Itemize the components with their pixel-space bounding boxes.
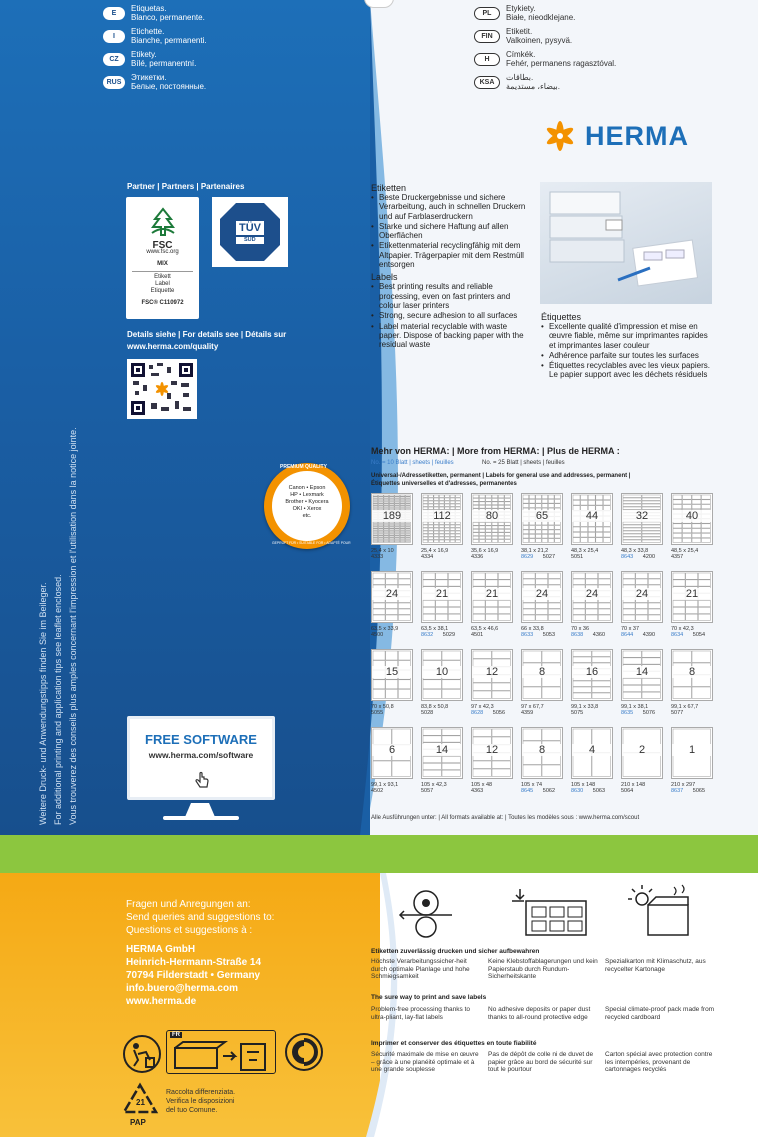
free-software-monitor[interactable]	[127, 716, 275, 800]
product-thumb[interactable]	[471, 571, 513, 623]
product-size: 63,5 x 46,6	[471, 626, 499, 632]
more-title: Mehr von HERMA: | More from HERMA: | Plus de HERMA :	[371, 446, 620, 456]
tidyman-icon	[122, 1034, 162, 1074]
lang-line1: Etiketit.	[506, 27, 533, 36]
badge-brand: Canon • Epson	[288, 485, 326, 491]
product-caption	[521, 626, 571, 638]
label-count: 24	[572, 588, 612, 600]
lang-code: I	[103, 30, 125, 43]
product-size: 66 x 33,8	[521, 626, 544, 632]
legend-25: No. = 25 Blatt | sheets | feuilles	[482, 460, 565, 466]
lang-code: PL	[474, 7, 500, 20]
hand-pointer-icon	[194, 771, 212, 791]
product-number[interactable]: 5053	[541, 632, 556, 638]
lang-code: RUS	[103, 76, 125, 89]
lang-line1: Этикетки.	[131, 73, 167, 82]
product-number[interactable]: 4360	[591, 632, 606, 638]
lang-row	[474, 73, 616, 91]
en-item: • Strong, secure adhesion to all surfaces	[371, 311, 531, 320]
product-caption	[371, 626, 421, 638]
product-size: 83,8 x 50,8	[421, 704, 449, 710]
product-number[interactable]: 8629	[521, 554, 534, 560]
product-number[interactable]: 5077	[671, 710, 684, 716]
product-size: 35,6 x 16,9	[471, 548, 499, 554]
product-caption	[621, 548, 671, 560]
product-thumb[interactable]	[421, 493, 463, 545]
label-count: 21	[672, 588, 712, 600]
product-size: 25,4 x 16,9	[421, 548, 449, 554]
label-count: 10	[422, 666, 462, 678]
label-count: 14	[422, 744, 462, 756]
recycle-it1: Raccolta differenziata.	[166, 1089, 236, 1096]
product-number[interactable]: 5076	[641, 710, 656, 716]
triman-fr: FR	[172, 1032, 180, 1038]
software-url[interactable]: www.herma.com/software	[148, 750, 254, 760]
product-size: 70 x 42,3	[671, 626, 694, 632]
edge-protection-icon	[510, 887, 590, 939]
lang-line1: Címkék.	[506, 50, 536, 59]
product-size: 99,1 x 38,1	[621, 704, 649, 710]
product-caption	[571, 782, 621, 794]
recycle-number: 21	[136, 1098, 145, 1107]
label-count: 24	[522, 588, 562, 600]
lang-line2: Bílé, permanentní.	[131, 59, 197, 68]
recycle-it2: Verifica le disposizioni	[166, 1098, 235, 1105]
label-count: 21	[472, 588, 512, 600]
details-url[interactable]: www.herma.com/quality	[127, 342, 219, 351]
tuv-name: TÜV	[239, 222, 261, 234]
lang-row	[474, 4, 616, 22]
fsc-mix: MIX	[157, 261, 168, 267]
text-de	[371, 183, 531, 350]
product-number[interactable]: 4357	[671, 554, 684, 560]
tuv-logo	[212, 197, 288, 267]
fsc-l3: Etiquette	[150, 288, 175, 294]
fsc-site: www.fsc.org	[146, 249, 179, 255]
details-line: Details siehe | For details see | Détails sur	[127, 330, 287, 339]
product-thumb[interactable]	[621, 571, 663, 623]
label-count: 2	[622, 744, 662, 756]
product-size: 38,1 x 21,2	[521, 548, 549, 554]
fsc-l2: Label	[155, 281, 170, 287]
product-size: 105 x 42,3	[421, 782, 447, 788]
contact-web[interactable]: www.herma.de	[126, 996, 197, 1007]
fr-item: • Adhérence parfaite sur toutes les surfaces	[541, 351, 711, 360]
product-number[interactable]: 5054	[691, 632, 706, 638]
product-thumb[interactable]	[371, 571, 413, 623]
formats-available[interactable]: Alle Ausführungen unter: | All formats available at: | Toutes les modèles sous : www.herma.com/scout	[371, 815, 640, 821]
sure-en-title: The sure way to print and save labels	[371, 994, 487, 1001]
lang-code: CZ	[103, 53, 125, 66]
lang-code: H	[474, 53, 500, 66]
recycle-it	[166, 1088, 235, 1115]
product-thumb[interactable]	[371, 649, 413, 701]
contact-q3: Questions et suggestions à :	[126, 925, 253, 936]
lang-code: FIN	[474, 30, 500, 43]
qr-code[interactable]	[127, 359, 197, 419]
product-caption	[371, 782, 421, 794]
product-size: 105 x 148	[571, 782, 596, 788]
product-thumb[interactable]	[621, 649, 663, 701]
sure-de-2: Keine Klebstoffablagerungen und kein Papierstaub durch Rundum-Sicherheitskante	[488, 958, 598, 980]
lang-row	[103, 4, 207, 22]
product-thumb[interactable]	[621, 727, 663, 779]
product-caption	[521, 782, 571, 794]
label-count: 12	[472, 666, 512, 678]
product-caption	[471, 626, 521, 638]
lang-line1: بطاقات.	[506, 73, 534, 82]
lang-row	[103, 50, 207, 68]
label-count: 32	[622, 510, 662, 522]
product-caption	[621, 626, 671, 638]
lang-line1: Etikety.	[131, 50, 157, 59]
product-caption	[521, 704, 571, 716]
label-count: 1	[672, 744, 712, 756]
product-caption	[471, 704, 521, 716]
product-number[interactable]: 8643	[621, 554, 634, 560]
product-number[interactable]: 4501	[471, 632, 484, 638]
monitor-base	[163, 816, 239, 820]
product-size: 210 x 297	[671, 782, 696, 788]
partner-title: Partner | Partners | Partenaires	[127, 182, 245, 191]
product-thumb[interactable]	[571, 649, 613, 701]
product-caption	[521, 548, 571, 560]
en-item: • Best printing results and reliable processing, even on fast printers and colour laser printers	[371, 282, 531, 310]
product-caption	[621, 704, 671, 716]
triman-sorting-icon	[173, 1040, 273, 1072]
product-number[interactable]: 4200	[641, 554, 656, 560]
lang-line1: Etiquetas.	[131, 4, 167, 13]
leaflet-tip-en: For additional printing and application tips see leaflet enclosed.	[53, 574, 63, 825]
product-size: 63,5 x 33,9	[371, 626, 399, 632]
badge-brand: etc.	[302, 513, 312, 519]
label-count: 65	[522, 510, 562, 522]
product-caption	[471, 782, 521, 794]
badge-inner	[272, 471, 342, 541]
qr-icon	[131, 363, 193, 415]
product-number[interactable]: 4363	[471, 788, 484, 794]
product-thumb[interactable]	[621, 493, 663, 545]
sure-fr-title: Imprimer et conserver des étiquettes en toute fiabilité	[371, 1040, 537, 1047]
sure-de-1: Höchste Verarbeitungssicher-heit durch optimale Planlage und hohe Schmiegsamkeit	[371, 958, 470, 980]
product-number[interactable]: 8638	[571, 632, 584, 638]
product-size: 70 x 36	[571, 626, 590, 632]
contact-email[interactable]: info.buero@herma.com	[126, 983, 238, 994]
product-caption	[621, 782, 671, 794]
label-count: 12	[472, 744, 512, 756]
product-number[interactable]: 8630	[571, 788, 584, 794]
product-thumb[interactable]	[671, 727, 713, 779]
product-caption	[371, 704, 421, 716]
product-thumb[interactable]	[521, 571, 563, 623]
contact-block	[126, 898, 274, 1008]
sure-fr-1: Sécurité maximale de mise en œuvre – grâce à une planéité optimale et à une grande souplesse	[371, 1051, 479, 1073]
product-number[interactable]: 5027	[541, 554, 556, 560]
printer-trays-image	[540, 182, 712, 304]
sure-en-3: Special climate-proof pack made from recycled cardboard	[605, 1006, 715, 1021]
product-number[interactable]: 5065	[691, 788, 706, 794]
contact-q1: Fragen und Anregungen an:	[126, 899, 251, 910]
product-number[interactable]: 5062	[541, 788, 556, 794]
green-band	[0, 835, 758, 873]
product-number[interactable]: 4502	[371, 788, 384, 794]
product-size: 48,3 x 33,8	[621, 548, 649, 554]
product-size: 99,1 x 93,1	[371, 782, 399, 788]
product-thumb[interactable]	[671, 571, 713, 623]
product-number[interactable]: 4500	[371, 632, 384, 638]
product-number[interactable]: 4334	[421, 554, 434, 560]
label-count: 4	[572, 744, 612, 756]
product-number[interactable]: 5063	[591, 788, 606, 794]
de-item: • Etikettenmaterial recyclingfähig mit dem Altpapier. Trägerpapier mit dem Restmüll entsorgen	[371, 241, 531, 269]
de-list	[371, 193, 531, 269]
fsc-logo	[126, 197, 199, 319]
product-number[interactable]: 4390	[641, 632, 656, 638]
product-thumb[interactable]	[471, 493, 513, 545]
green-dot-icon	[284, 1032, 324, 1072]
label-count: 112	[422, 510, 462, 522]
leaflet-tip-de: Weitere Druck- und Anwendungstipps finden Sie im Beileger.	[38, 582, 48, 825]
product-number[interactable]: 8633	[521, 632, 534, 638]
product-caption	[671, 782, 721, 794]
product-number[interactable]: 8645	[521, 788, 534, 794]
product-thumb[interactable]	[571, 493, 613, 545]
herma-star-icon	[543, 119, 577, 153]
fsc-name: FSC	[152, 240, 173, 251]
product-caption	[471, 548, 521, 560]
fr-item: • Excellente qualité d'impression et mise en œuvre fiable, même sur imprimantes rapides et imprimantes laser couleur	[541, 322, 711, 350]
sure-fr-2: Pas de dépôt de colle ni de duvet de papier grâce au bord de sécurité sur tout le pourtour	[488, 1051, 594, 1073]
brand-name: HERMA	[585, 120, 689, 151]
text-fr	[541, 312, 711, 381]
label-count: 21	[422, 588, 462, 600]
leaflet-tip-fr: Vous trouverez des conseils plus amples concernant l'impression et l'utilisation dans la notice jointe.	[68, 427, 78, 825]
tuv-sub: SÜD	[244, 237, 256, 243]
product-thumb[interactable]	[571, 571, 613, 623]
product-thumb[interactable]	[521, 727, 563, 779]
premium-quality-badge	[264, 463, 350, 549]
lang-line2: Белые, постоянные.	[131, 82, 207, 91]
product-number[interactable]: 8634	[671, 632, 684, 638]
product-number[interactable]: 4336	[471, 554, 484, 560]
product-caption	[571, 548, 621, 560]
herma-logo[interactable]	[543, 119, 689, 153]
product-thumb[interactable]	[421, 649, 463, 701]
climate-box-icon	[626, 883, 696, 939]
product-thumb[interactable]	[671, 493, 713, 545]
de-item: • Beste Druckergebnisse und sichere Verarbeitung, auch in schnellen Druckern und auf Farblaserdruckern	[371, 193, 531, 221]
badge-brand: Brother • Kyocera	[285, 499, 329, 505]
label-count: 189	[372, 510, 412, 522]
product-thumb[interactable]	[571, 727, 613, 779]
product-size: 25,4 x 10	[371, 548, 394, 554]
product-size: 70 x 37	[621, 626, 640, 632]
product-number[interactable]: 5028	[421, 710, 434, 716]
product-number[interactable]: 8644	[621, 632, 634, 638]
label-count: 8	[672, 666, 712, 678]
product-thumb[interactable]	[421, 727, 463, 779]
label-count: 14	[622, 666, 662, 678]
contact-street: Heinrich-Hermann-Straße 14	[126, 957, 262, 968]
en-item: • Label material recyclable with waste paper. Dispose of backing paper with the residual waste	[371, 322, 531, 350]
en-list	[371, 282, 531, 349]
product-caption	[671, 626, 721, 638]
product-number[interactable]: 5029	[441, 632, 456, 638]
sure-de-title: Etiketten zuverlässig drucken und sicher aufbewahren	[371, 948, 540, 955]
lang-code: KSA	[474, 76, 500, 89]
lang-line2: بيضاء، مستديمة.	[506, 82, 560, 91]
sure-fr-3: Carton spécial avec protection contre les intempéries, provenant de cartonnages recyclés	[605, 1051, 713, 1073]
product-number[interactable]: 5075	[571, 710, 584, 716]
fr-title: Étiquettes	[541, 312, 582, 322]
lang-line1: Etichette.	[131, 27, 165, 36]
lang-line2: Białe, nieodklejane.	[506, 13, 576, 22]
more-sub1: Universal-/Adressetiketten, permanent | Labels for general use and addresses, permanent |	[371, 473, 631, 479]
lang-line2: Fehér, permanens ragasztóval.	[506, 59, 617, 68]
product-size: 48,5 x 25,4	[671, 548, 699, 554]
contact-q2: Send queries and suggestions to:	[126, 912, 275, 923]
product-number[interactable]: 5064	[621, 788, 634, 794]
contact-city: 70794 Filderstadt • Germany	[126, 970, 261, 981]
lang-row	[103, 27, 207, 45]
triman-box	[166, 1030, 276, 1074]
product-thumb[interactable]	[371, 493, 413, 545]
product-caption	[421, 782, 471, 794]
language-list-right	[474, 4, 616, 91]
badge-title: PREMIUM QUALITY	[280, 464, 327, 470]
product-size: 63,5 x 38,1	[421, 626, 449, 632]
product-size: 99,1 x 67,7	[671, 704, 699, 710]
lang-line1: Etykiety.	[506, 4, 536, 13]
lang-code: E	[103, 7, 125, 20]
product-caption	[671, 704, 721, 716]
product-caption	[371, 548, 421, 560]
product-number[interactable]: 4359	[521, 710, 534, 716]
label-count: 24	[372, 588, 412, 600]
product-thumb[interactable]	[521, 493, 563, 545]
more-sub2: Étiquettes universelles et d'adresses, permanentes	[371, 481, 517, 487]
product-thumb[interactable]	[471, 727, 513, 779]
product-thumb[interactable]	[371, 727, 413, 779]
language-list-left	[103, 4, 207, 91]
product-caption	[421, 548, 471, 560]
lang-line2: Blanco, permanente.	[131, 13, 205, 22]
product-caption	[571, 704, 621, 716]
product-caption	[571, 626, 621, 638]
product-size: 70 x 50,8	[371, 704, 394, 710]
sure-en-1: Problem-free processing thanks to ultra-pliant, lay-flat labels	[371, 1006, 470, 1021]
product-thumb[interactable]	[671, 649, 713, 701]
badge-ring: GEPRÜFT FÜR • SUITABLE FOR • ADAPTÉ POUR	[272, 541, 351, 545]
contact-company: HERMA GmbH	[126, 944, 196, 955]
lang-row	[474, 50, 616, 68]
product-number[interactable]: 8635	[621, 710, 634, 716]
product-photo	[540, 182, 712, 304]
product-caption	[421, 626, 471, 638]
product-number[interactable]: 5056	[491, 710, 506, 716]
en-title: Labels	[371, 272, 398, 283]
product-number[interactable]: 5055	[371, 710, 384, 716]
product-number[interactable]: 8637	[671, 788, 684, 794]
label-count: 24	[622, 588, 662, 600]
badge-brand: HP • Lexmark	[290, 492, 324, 498]
label-count: 6	[372, 744, 412, 756]
product-thumb[interactable]	[521, 649, 563, 701]
fsc-code: FSC® C110972	[141, 300, 184, 306]
de-item: • Starke und sichere Haftung auf allen Oberflächen	[371, 222, 531, 241]
product-size: 48,3 x 25,4	[571, 548, 599, 554]
product-size: 97 x 67,7	[521, 704, 544, 710]
product-number[interactable]: 5057	[421, 788, 434, 794]
product-size: 97 x 42,3	[471, 704, 494, 710]
product-number[interactable]: 5051	[571, 554, 584, 560]
fsc-l1: Etikett	[132, 271, 193, 281]
badge-brand: OKI • Xerox	[292, 506, 322, 512]
label-count: 80	[472, 510, 512, 522]
lang-row	[103, 73, 207, 91]
label-count: 44	[572, 510, 612, 522]
label-count: 16	[572, 666, 612, 678]
product-caption	[421, 704, 471, 716]
de-title: Etiketten	[371, 183, 407, 193]
product-size: 105 x 74	[521, 782, 543, 788]
product-caption	[671, 548, 721, 560]
product-number[interactable]: 4333	[371, 554, 384, 560]
recycle-pap: PAP	[130, 1118, 146, 1127]
product-size: 105 x 48	[471, 782, 493, 788]
software-title: FREE SOFTWARE	[145, 732, 257, 747]
label-count: 8	[522, 744, 562, 756]
label-count: 40	[672, 510, 712, 522]
legend-10: No. = 10 Blatt | sheets | feuilles	[371, 460, 454, 466]
product-size: 99,1 x 33,8	[571, 704, 599, 710]
fr-list	[541, 322, 711, 380]
fr-item: • Étiquettes recyclables avec les vieux papiers. Le papier support avec les déchets résiduels	[541, 361, 711, 380]
lang-row	[474, 27, 616, 45]
product-size: 210 x 148	[621, 782, 646, 788]
product-thumb[interactable]	[471, 649, 513, 701]
lang-line2: Valkoinen, pysyvä.	[506, 36, 573, 45]
label-count: 15	[372, 666, 412, 678]
fsc-tree-icon	[146, 205, 180, 239]
recycle-it3: del tuo Comune.	[166, 1107, 218, 1114]
roller-icon	[396, 887, 456, 939]
sure-en-2: No adhesive deposits or paper dust thanks to all-round protective edge	[488, 1006, 591, 1021]
lang-line2: Bianche, permanenti.	[131, 36, 207, 45]
product-number[interactable]: 8632	[421, 632, 434, 638]
sure-de-3: Spezialkarton mit Klimaschutz, aus recycelter Kartonage	[605, 958, 706, 973]
label-count: 8	[522, 666, 562, 678]
product-thumb[interactable]	[421, 571, 463, 623]
product-number[interactable]: 8628	[471, 710, 484, 716]
